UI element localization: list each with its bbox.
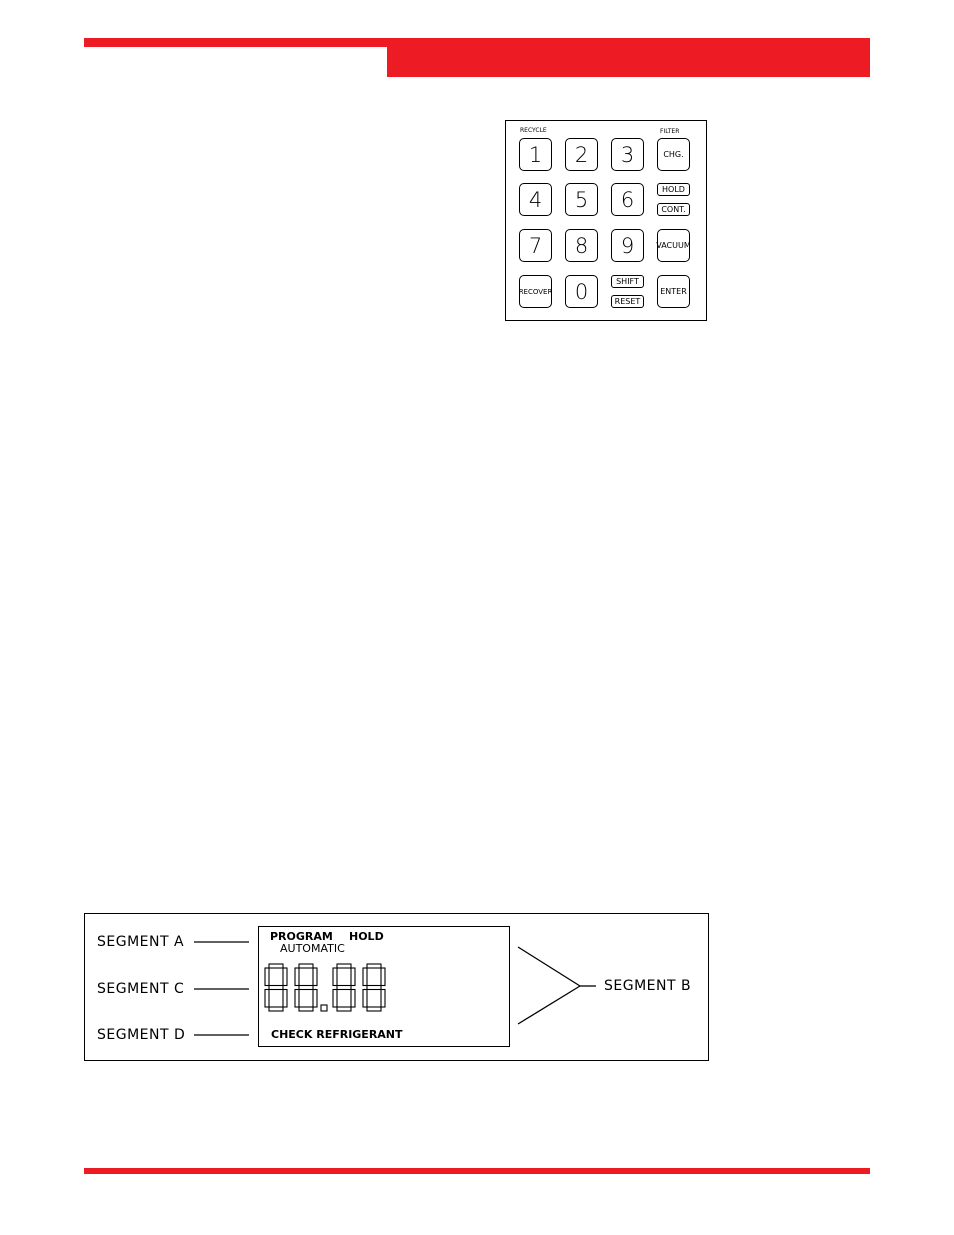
lcd-digit-segment bbox=[351, 968, 355, 986]
lcd-digit-segment bbox=[295, 990, 299, 1008]
lcd-digit-segment bbox=[265, 990, 269, 1008]
key-shift[interactable]: SHIFT bbox=[611, 275, 644, 288]
key-2[interactable]: 2 bbox=[565, 138, 598, 171]
lcd-digit-segment bbox=[283, 968, 287, 986]
lcd-digit-segment bbox=[337, 986, 351, 990]
lcd-digit-segment bbox=[367, 986, 381, 990]
key-4[interactable]: 4 bbox=[519, 183, 552, 216]
key-1[interactable]: 1 bbox=[519, 138, 552, 171]
lcd-digit-segment bbox=[363, 968, 367, 986]
key-8[interactable]: 8 bbox=[565, 229, 598, 262]
lcd-digit-segment bbox=[363, 990, 367, 1008]
lcd-digit-segment bbox=[313, 968, 317, 986]
lcd-decimal-point bbox=[321, 1005, 327, 1011]
lcd-digit-segment bbox=[333, 990, 337, 1008]
key-5[interactable]: 5 bbox=[565, 183, 598, 216]
key-reset[interactable]: RESET bbox=[611, 295, 644, 308]
filter-label: FILTER bbox=[660, 128, 680, 135]
segment-b-leader-bottom bbox=[518, 986, 580, 1024]
segment-b-leader-top bbox=[518, 947, 580, 986]
recycle-label: RECYCLE bbox=[520, 127, 547, 134]
lcd-digit-segment bbox=[269, 986, 283, 990]
segment-a-label: SEGMENT A bbox=[97, 934, 185, 950]
lcd-digit-segment bbox=[313, 990, 317, 1008]
lcd-digit-segment bbox=[337, 964, 351, 968]
key-3[interactable]: 3 bbox=[611, 138, 644, 171]
lcd-digit-segment bbox=[367, 1007, 381, 1011]
lcd-digit-segment bbox=[295, 968, 299, 986]
lcd-hold: HOLD bbox=[349, 930, 384, 943]
lcd-digit-segment bbox=[265, 968, 269, 986]
key-0[interactable]: 0 bbox=[565, 275, 598, 308]
lcd-digit-segment bbox=[299, 964, 313, 968]
lcd-digit-segment bbox=[381, 968, 385, 986]
lcd-digit-segment bbox=[351, 990, 355, 1008]
lcd-digit-segment bbox=[269, 1007, 283, 1011]
segment-d-label: SEGMENT D bbox=[97, 1027, 186, 1043]
lcd-digit-segment bbox=[299, 986, 313, 990]
lcd-digit-segment bbox=[269, 964, 283, 968]
key-7[interactable]: 7 bbox=[519, 229, 552, 262]
lcd-digit-segment bbox=[367, 964, 381, 968]
key-hold[interactable]: HOLD bbox=[657, 183, 690, 196]
lcd-digits bbox=[265, 964, 385, 1011]
lcd-digit-segment bbox=[299, 1007, 313, 1011]
key-cont[interactable]: CONT. bbox=[657, 203, 690, 216]
lcd-check-refrigerant: CHECK REFRIGERANT bbox=[271, 1028, 403, 1041]
lcd-program: PROGRAM bbox=[270, 930, 333, 943]
lcd-digit-segment bbox=[337, 1007, 351, 1011]
segment-c-label: SEGMENT C bbox=[97, 981, 185, 997]
key-9[interactable]: 9 bbox=[611, 229, 644, 262]
key-recover[interactable]: RECOVER bbox=[519, 275, 552, 308]
key-6[interactable]: 6 bbox=[611, 183, 644, 216]
lcd-digit-segment bbox=[381, 990, 385, 1008]
segment-b-label: SEGMENT B bbox=[604, 978, 692, 994]
lcd-digit-segment bbox=[333, 968, 337, 986]
key-vacuum[interactable]: VACUUM bbox=[657, 229, 690, 262]
key-enter[interactable]: ENTER bbox=[657, 275, 690, 308]
key-filter-chg[interactable]: CHG. bbox=[657, 138, 690, 171]
lcd-digit-segment bbox=[283, 990, 287, 1008]
lcd-automatic: AUTOMATIC bbox=[280, 942, 345, 955]
